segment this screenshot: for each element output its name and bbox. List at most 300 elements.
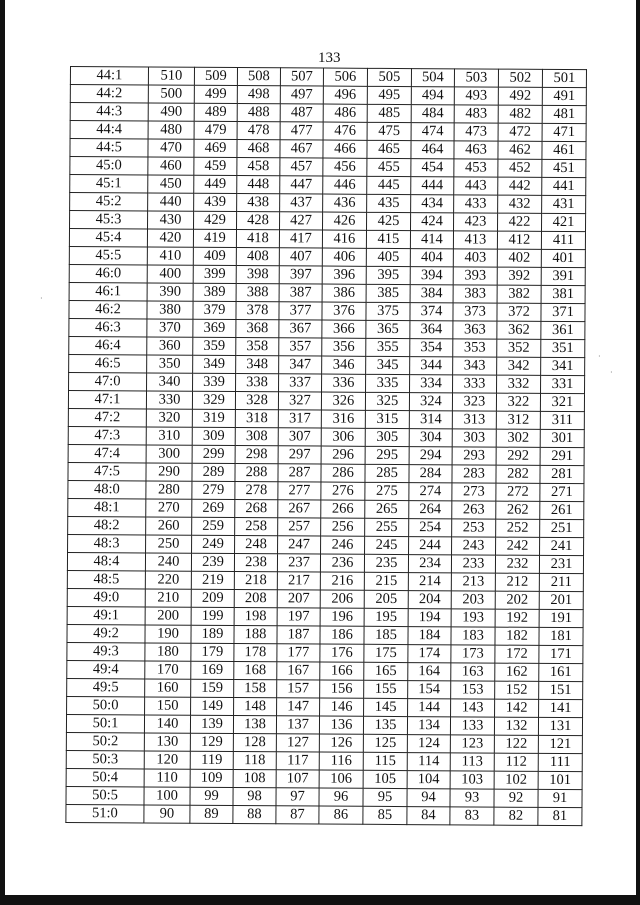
table-cell: 411 — [541, 231, 585, 249]
table-cell: 350 — [147, 355, 193, 373]
table-cell: 354 — [410, 339, 453, 357]
table-cell: 175 — [364, 644, 408, 662]
table-cell: 166 — [320, 662, 364, 680]
table-cell: 295 — [365, 446, 409, 464]
table-cell: 408 — [236, 248, 279, 266]
table-cell: 161 — [539, 663, 583, 681]
table-cell: 417 — [279, 230, 322, 248]
table-cell: 255 — [365, 518, 409, 536]
table-cell: 351 — [541, 339, 585, 357]
table-cell: 425 — [367, 212, 411, 230]
table-cell: 191 — [539, 609, 583, 627]
table-cell: 470 — [148, 139, 194, 157]
table-cell: 393 — [453, 267, 497, 285]
table-cell: 452 — [498, 159, 542, 177]
table-cell: 504 — [411, 69, 454, 87]
table-cell: 404 — [410, 249, 453, 267]
row-label: 49:2 — [67, 624, 145, 642]
table-cell: 500 — [148, 85, 194, 103]
table-cell: 250 — [146, 535, 192, 553]
table-cell: 220 — [145, 571, 191, 589]
row-label: 44:5 — [70, 139, 148, 157]
table-cell: 485 — [367, 104, 411, 122]
row-label: 44:1 — [70, 67, 148, 85]
table-cell: 190 — [145, 625, 191, 643]
table-cell: 410 — [147, 247, 193, 265]
table-cell: 363 — [453, 321, 497, 339]
row-label: 48:0 — [68, 480, 146, 498]
table-cell: 324 — [409, 393, 452, 411]
table-cell: 268 — [235, 500, 278, 518]
table-cell: 172 — [495, 645, 539, 663]
table-cell: 182 — [495, 627, 539, 645]
scan-edge-left — [0, 0, 5, 905]
table-cell: 409 — [193, 247, 236, 265]
row-label: 47:0 — [69, 372, 147, 390]
table-cell: 300 — [146, 445, 192, 463]
table-cell: 419 — [193, 229, 236, 247]
table-cell: 238 — [234, 554, 277, 572]
table-cell: 388 — [236, 284, 279, 302]
table-cell: 257 — [278, 518, 321, 536]
scan-edge-right — [636, 0, 640, 905]
row-label: 46:2 — [69, 300, 147, 318]
table-cell: 331 — [541, 375, 585, 393]
table-cell: 506 — [323, 68, 367, 86]
table-cell: 236 — [320, 554, 364, 572]
table-cell: 277 — [278, 482, 321, 500]
table-cell: 457 — [280, 158, 323, 176]
table-cell: 267 — [278, 500, 321, 518]
table-cell: 353 — [453, 339, 497, 357]
table-cell: 407 — [279, 248, 322, 266]
table-cell: 188 — [234, 626, 277, 644]
table-cell: 233 — [451, 555, 495, 573]
table-cell: 151 — [539, 681, 583, 699]
table-cell: 480 — [148, 121, 194, 139]
table-cell: 105 — [363, 770, 407, 788]
table-cell: 463 — [454, 141, 498, 159]
table-cell: 401 — [541, 249, 585, 267]
table-cell: 212 — [495, 573, 539, 591]
table-cell: 283 — [452, 465, 496, 483]
table-cell: 442 — [498, 177, 542, 195]
table-cell: 447 — [280, 176, 323, 194]
table-cell: 87 — [276, 806, 319, 824]
table-cell: 263 — [452, 501, 496, 519]
table-cell: 216 — [320, 572, 364, 590]
table-cell: 509 — [194, 67, 237, 85]
table-cell: 262 — [496, 501, 540, 519]
table-cell: 111 — [538, 753, 582, 771]
table-cell: 179 — [191, 643, 234, 661]
table-cell: 483 — [454, 105, 498, 123]
table-cell: 155 — [364, 680, 408, 698]
table-cell: 431 — [542, 195, 586, 213]
table-body — [66, 67, 587, 826]
table-cell: 196 — [320, 608, 364, 626]
table-cell: 145 — [364, 698, 408, 716]
table-cell: 133 — [450, 717, 494, 735]
table-cell: 306 — [321, 428, 365, 446]
table-cell: 162 — [495, 663, 539, 681]
table-cell: 298 — [235, 446, 278, 464]
table-cell: 275 — [365, 482, 409, 500]
table-cell: 486 — [323, 104, 367, 122]
table-cell: 384 — [410, 285, 453, 303]
table-cell: 492 — [498, 87, 542, 105]
table-cell: 495 — [367, 86, 411, 104]
table-cell: 455 — [367, 158, 411, 176]
table-cell: 198 — [234, 608, 277, 626]
table-cell: 308 — [235, 428, 278, 446]
table-cell: 163 — [451, 663, 495, 681]
table-cell: 382 — [497, 285, 541, 303]
table-cell: 279 — [192, 481, 235, 499]
row-label: 50:3 — [66, 750, 144, 768]
table-cell: 390 — [147, 283, 193, 301]
table-cell: 235 — [364, 554, 408, 572]
table-cell: 218 — [234, 572, 277, 590]
table-cell: 413 — [453, 231, 497, 249]
table-cell: 194 — [408, 609, 451, 627]
row-label: 50:1 — [66, 714, 144, 732]
table-cell: 340 — [147, 373, 193, 391]
table-cell: 305 — [365, 428, 409, 446]
table-cell: 248 — [235, 536, 278, 554]
table-cell: 109 — [190, 769, 233, 787]
table-cell: 101 — [538, 771, 582, 789]
table-cell: 106 — [319, 770, 363, 788]
table-cell: 402 — [497, 249, 541, 267]
table-cell: 381 — [541, 285, 585, 303]
row-label: 47:4 — [68, 444, 146, 462]
table-cell: 81 — [538, 807, 582, 825]
table-cell: 245 — [365, 536, 409, 554]
table-cell: 456 — [323, 158, 367, 176]
table-cell: 348 — [236, 356, 279, 374]
table-cell: 193 — [451, 609, 495, 627]
table-cell: 361 — [541, 321, 585, 339]
table-cell: 91 — [538, 789, 582, 807]
table-cell: 280 — [146, 481, 192, 499]
table-cell: 89 — [190, 805, 233, 823]
row-label: 44:4 — [70, 121, 148, 139]
table-cell: 102 — [494, 771, 538, 789]
table-cell: 135 — [363, 716, 407, 734]
table-cell: 92 — [494, 789, 538, 807]
table-cell: 405 — [366, 248, 410, 266]
table-cell: 337 — [279, 374, 322, 392]
table-cell: 278 — [235, 482, 278, 500]
row-label: 48:1 — [68, 498, 146, 516]
table-cell: 173 — [451, 645, 495, 663]
table-cell: 134 — [407, 717, 450, 735]
row-label: 48:2 — [68, 516, 146, 534]
table-cell: 462 — [498, 141, 542, 159]
table-cell: 378 — [236, 302, 279, 320]
table-cell: 355 — [366, 338, 410, 356]
table-cell: 451 — [542, 159, 586, 177]
table-cell: 433 — [454, 195, 498, 213]
table-cell: 435 — [367, 194, 411, 212]
table-cell: 469 — [194, 139, 237, 157]
table-cell: 124 — [407, 735, 450, 753]
table-cell: 290 — [146, 463, 192, 481]
table-cell: 349 — [193, 355, 236, 373]
table-cell: 209 — [191, 589, 234, 607]
table-cell: 139 — [190, 715, 233, 733]
table-cell: 428 — [237, 212, 280, 230]
row-label: 45:2 — [70, 193, 148, 211]
table-cell: 327 — [278, 392, 321, 410]
table-cell: 473 — [454, 123, 498, 141]
page-number: 133 — [318, 50, 341, 66]
table-cell: 399 — [193, 265, 236, 283]
table-cell: 368 — [236, 320, 279, 338]
table-cell: 338 — [236, 374, 279, 392]
table-cell: 195 — [364, 608, 408, 626]
table-cell: 94 — [407, 789, 450, 807]
table-cell: 374 — [410, 303, 453, 321]
table-cell: 129 — [190, 733, 233, 751]
table-cell: 296 — [321, 446, 365, 464]
table-cell: 214 — [408, 573, 451, 591]
table-cell: 503 — [454, 69, 498, 87]
table-cell: 443 — [454, 177, 498, 195]
table-cell: 232 — [495, 555, 539, 573]
table-cell: 333 — [453, 375, 497, 393]
table-cell: 343 — [453, 357, 497, 375]
table-cell: 180 — [145, 643, 191, 661]
table-cell: 88 — [233, 806, 276, 824]
table-cell: 303 — [452, 429, 496, 447]
table-cell: 448 — [237, 176, 280, 194]
table-cell: 352 — [497, 339, 541, 357]
table-cell: 345 — [366, 356, 410, 374]
table-cell: 339 — [193, 373, 236, 391]
table-cell: 497 — [280, 86, 323, 104]
table-cell: 200 — [145, 607, 191, 625]
table-cell: 244 — [409, 537, 452, 555]
row-label: 47:2 — [68, 408, 146, 426]
row-label: 51:0 — [66, 804, 144, 822]
table-cell: 112 — [494, 753, 538, 771]
table-cell: 508 — [237, 68, 280, 86]
table-cell: 505 — [367, 68, 411, 86]
table-cell: 366 — [322, 320, 366, 338]
table-cell: 122 — [494, 735, 538, 753]
table-cell: 276 — [321, 482, 365, 500]
table-cell: 99 — [190, 787, 233, 805]
table-cell: 377 — [279, 302, 322, 320]
table-cell: 323 — [452, 393, 496, 411]
table-cell: 330 — [146, 391, 192, 409]
table-cell: 120 — [144, 751, 190, 769]
table-cell: 400 — [147, 265, 193, 283]
table-cell: 266 — [321, 500, 365, 518]
table-cell: 395 — [366, 266, 410, 284]
table-cell: 423 — [454, 213, 498, 231]
table-row — [66, 804, 582, 825]
table-cell: 510 — [148, 67, 194, 85]
table-cell: 460 — [148, 157, 194, 175]
table-cell: 329 — [192, 391, 235, 409]
table-cell: 418 — [236, 230, 279, 248]
table-cell: 344 — [410, 357, 453, 375]
table-cell: 157 — [277, 680, 320, 698]
table-cell: 479 — [194, 121, 237, 139]
table-cell: 127 — [276, 734, 319, 752]
table-cell: 114 — [407, 753, 450, 771]
table-cell: 316 — [321, 410, 365, 428]
row-label: 50:0 — [67, 696, 145, 714]
table-cell: 396 — [322, 266, 366, 284]
table-cell: 406 — [322, 248, 366, 266]
table-cell: 370 — [147, 319, 193, 337]
table-cell: 429 — [194, 211, 237, 229]
table-cell: 334 — [410, 375, 453, 393]
table-cell: 211 — [539, 573, 583, 591]
table-cell: 110 — [144, 769, 190, 787]
table-cell: 499 — [194, 85, 237, 103]
table-cell: 160 — [145, 679, 191, 697]
table-cell: 380 — [147, 301, 193, 319]
table-cell: 206 — [320, 590, 364, 608]
table-cell: 489 — [194, 103, 237, 121]
table-cell: 445 — [367, 176, 411, 194]
row-label: 47:5 — [68, 462, 146, 480]
table-cell: 153 — [451, 681, 495, 699]
table-cell: 143 — [451, 699, 495, 717]
table-cell: 269 — [192, 499, 235, 517]
table-cell: 97 — [276, 788, 319, 806]
row-label: 45:3 — [70, 211, 148, 229]
table-cell: 288 — [235, 464, 278, 482]
table-cell: 170 — [145, 661, 191, 679]
table-cell: 454 — [411, 159, 454, 177]
table-cell: 104 — [407, 771, 450, 789]
table-cell: 130 — [144, 733, 190, 751]
table-cell: 149 — [191, 697, 234, 715]
table-cell: 364 — [410, 321, 453, 339]
table-cell: 488 — [237, 104, 280, 122]
table-cell: 317 — [278, 410, 321, 428]
table-cell: 95 — [363, 788, 407, 806]
table-cell: 398 — [236, 266, 279, 284]
row-label: 48:4 — [67, 552, 145, 570]
table-cell: 314 — [409, 411, 452, 429]
table-cell: 367 — [279, 320, 322, 338]
table-cell: 240 — [145, 553, 191, 571]
table-cell: 458 — [237, 158, 280, 176]
table-cell: 379 — [193, 301, 236, 319]
table-cell: 261 — [540, 501, 584, 519]
table-cell: 310 — [146, 427, 192, 445]
row-label: 50:2 — [66, 732, 144, 750]
table-cell: 372 — [497, 303, 541, 321]
table-cell: 432 — [498, 195, 542, 213]
table-cell: 481 — [542, 105, 586, 123]
table-cell: 137 — [276, 716, 319, 734]
table-cell: 376 — [322, 302, 366, 320]
table-cell: 100 — [144, 787, 190, 805]
table-cell: 158 — [234, 680, 277, 698]
table-cell: 205 — [364, 590, 408, 608]
table-cell: 490 — [148, 103, 194, 121]
table-cell: 184 — [408, 627, 451, 645]
table-cell: 294 — [409, 447, 452, 465]
table-cell: 299 — [192, 445, 235, 463]
table-cell: 237 — [277, 554, 320, 572]
table-cell: 437 — [280, 194, 323, 212]
table-cell: 98 — [233, 788, 276, 806]
table-cell: 484 — [411, 105, 454, 123]
table-cell: 369 — [193, 319, 236, 337]
table-cell: 254 — [409, 519, 452, 537]
table-cell: 247 — [278, 536, 321, 554]
table-cell: 383 — [453, 285, 497, 303]
table-cell: 468 — [237, 140, 280, 158]
row-label: 45:5 — [69, 246, 147, 264]
table-cell: 477 — [280, 122, 323, 140]
table-cell: 478 — [237, 122, 280, 140]
table-cell: 467 — [280, 140, 323, 158]
table-cell: 347 — [279, 356, 322, 374]
table-cell: 476 — [323, 122, 367, 140]
table-cell: 132 — [494, 717, 538, 735]
table-cell: 186 — [320, 626, 364, 644]
table-cell: 176 — [320, 644, 364, 662]
table-cell: 258 — [235, 518, 278, 536]
table-cell: 256 — [321, 518, 365, 536]
table-cell: 414 — [410, 231, 453, 249]
table-cell: 464 — [411, 141, 454, 159]
table-cell: 128 — [233, 734, 276, 752]
table-cell: 126 — [319, 734, 363, 752]
table-cell: 360 — [147, 337, 193, 355]
table-cell: 346 — [322, 356, 366, 374]
table-cell: 304 — [409, 429, 452, 447]
table-cell: 282 — [496, 465, 540, 483]
table-cell: 297 — [278, 446, 321, 464]
table-cell: 208 — [234, 590, 277, 608]
table-cell: 472 — [498, 123, 542, 141]
table-cell: 140 — [144, 715, 190, 733]
table-cell: 438 — [237, 194, 280, 212]
table-cell: 156 — [320, 680, 364, 698]
row-label: 44:3 — [70, 103, 148, 121]
table-cell: 144 — [408, 699, 451, 717]
table-cell: 131 — [538, 717, 582, 735]
table-cell: 125 — [363, 734, 407, 752]
table-cell: 178 — [234, 644, 277, 662]
table-cell: 465 — [367, 140, 411, 158]
table-cell: 474 — [411, 123, 454, 141]
table-cell: 385 — [366, 284, 410, 302]
table-cell: 150 — [145, 697, 191, 715]
table-cell: 397 — [279, 266, 322, 284]
table-cell: 204 — [408, 591, 451, 609]
table-cell: 426 — [323, 212, 367, 230]
table-cell: 239 — [191, 553, 234, 571]
table-cell: 312 — [496, 411, 540, 429]
table-cell: 358 — [236, 338, 279, 356]
table-cell: 471 — [542, 123, 586, 141]
row-label: 46:0 — [69, 264, 147, 282]
table-cell: 202 — [495, 591, 539, 609]
table-cell: 375 — [366, 302, 410, 320]
